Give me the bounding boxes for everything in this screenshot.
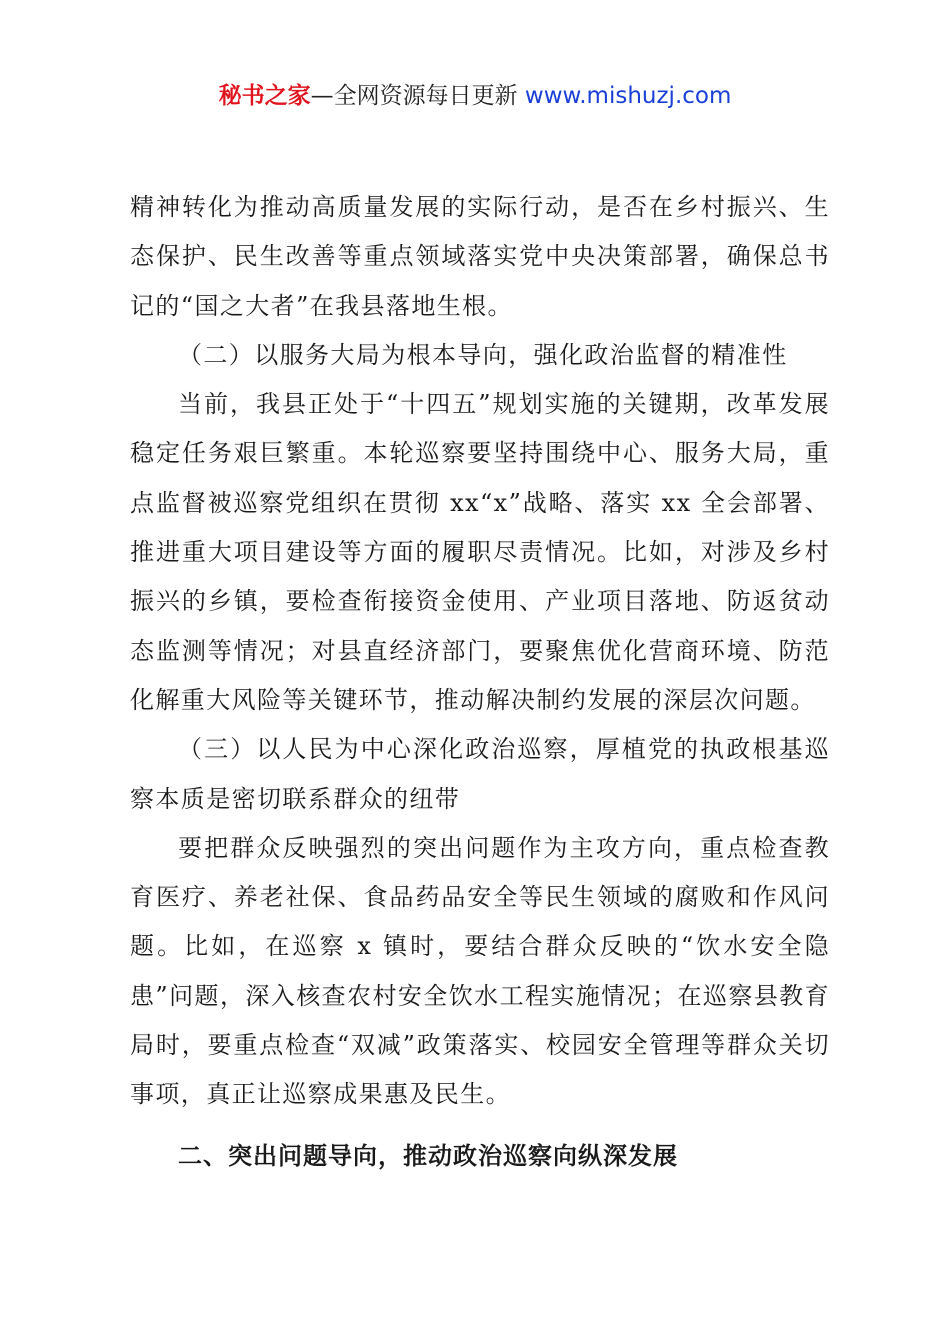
subheading-3: （三）以人民为中心深化政治巡察，厚植党的执政根基巡察本质是密切联系群众的纽带	[130, 735, 830, 813]
site-url-link[interactable]: www.mishuzj.com	[524, 83, 732, 109]
paragraph-2: 当前，我县正处于“十四五”规划实施的关键期，改革发展稳定任务艰巨繁重。本轮巡察要坚持围绕中心、服务大局，重点监督被巡察党组织在贯彻 xx“x”战略、落实 xx 全会部署、推进重大项目建设等方面的履职尽责情况。比如，对涉及乡村振兴的乡镇，要检查衔接资金使用、产业项目落地、防返贫动态监测等情况；对县直经济部门，要聚焦优化营商环境、防范化解重大风险等关键环节，推动解决制约发展的深层次问题。	[130, 390, 830, 714]
paragraph-continued: 精神转化为推动高质量发展的实际行动，是否在乡村振兴、生态保护、民生改善等重点领域落实党中央决策部署，确保总书记的“国之大者”在我县落地生根。	[130, 193, 830, 320]
paragraph-3: 要把群众反映强烈的突出问题作为主攻方向，重点检查教育医疗、养老社保、食品药品安全等民生领域的腐败和作风问题。比如，在巡察 x 镇时，要结合群众反映的“饮水安全隐患”问题，深入核查农村安全饮水工程实施情况；在巡察县教育局时，要重点检查“双减”政策落实、校园安全管理等群众关切事项，真正让巡察成果惠及民生。	[130, 833, 830, 1109]
brand-name: 秘书之家	[218, 83, 311, 109]
section-heading: 二、突出问题导向，推动政治巡察向纵深发展	[178, 1141, 678, 1170]
header-tagline: —全网资源每日更新	[310, 83, 525, 109]
document-body	[130, 183, 830, 1181]
subheading-2: （二）以服务大局为根本导向，强化政治监督的精准性	[178, 340, 788, 369]
site-header	[0, 80, 950, 112]
